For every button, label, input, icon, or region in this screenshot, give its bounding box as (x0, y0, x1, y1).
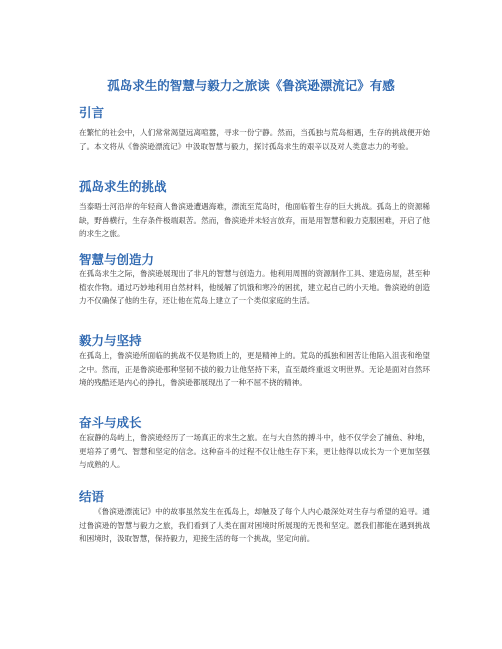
section-heading-perseverance: 毅力与坚持 (79, 333, 142, 348)
section-paragraph-conclusion: 《鲁滨逊漂流记》中的故事虽然发生在孤岛上，却触及了每个人内心最深处对生存与希望的追寻。通过鲁滨逊的智慧与毅力之旅，我们看到了人类在面对困境时所展现的无畏和坚定。愿我们都能在遇到挑战和困境时，汲取智慧，保持毅力，迎接生活的每一个挑战，坚定向前。 (79, 507, 430, 544)
section-heading-challenge: 孤岛求生的挑战 (79, 179, 167, 194)
section-heading-conclusion: 结语 (79, 489, 105, 504)
document-title: 孤岛求生的智慧与毅力之旅读《鲁滨逊漂流记》有感 (107, 78, 395, 93)
section-paragraph-challenge: 当泰晤士河沿岸的年轻商人鲁滨逊遭遇海难，漂流至荒岛时，他面临着生存的巨大挑战。孤岛上的资源稀缺，野兽横行，生存条件极端艰苦。然而，鲁滨逊并未轻言放弃，而是用智慧和毅力克服困难，开启了他的求生之旅。 (79, 202, 430, 239)
section-paragraph-introduction: 在繁忙的社会中，人们常常渴望远离喧嚣，寻求一份宁静。然而，当孤独与荒岛相遇，生存的挑战便开始了。本文将从《鲁滨逊漂流记》中汲取智慧与毅力，探讨孤岛求生的艰辛以及对人类意志力的考验。 (79, 128, 430, 151)
section-heading-wisdom: 智慧与创造力 (79, 252, 155, 267)
section-heading-introduction: 引言 (79, 105, 105, 120)
section-paragraph-growth: 在寂静的岛屿上，鲁滨逊经历了一场真正的求生之旅。在与大自然的搏斗中，他不仅学会了捕鱼、种地，更培养了勇气、智慧和坚定的信念。这种奋斗的过程不仅让他生存下来，更让他得以成长为一个更加坚强与成熟的人。 (79, 433, 430, 470)
section-paragraph-wisdom: 在孤岛求生之际，鲁滨逊展现出了非凡的智慧与创造力。他利用周围的资源制作工具、建造房屋，甚至种植农作物。通过巧妙地利用自然材料，他缓解了饥饿和寒冷的困扰，建立起自己的小天地。鲁滨逊的创造力不仅确保了他的生存，还让他在荒岛上建立了一个类似家庭的生活。 (79, 269, 430, 306)
section-heading-growth: 奋斗与成长 (79, 415, 142, 430)
section-paragraph-perseverance: 在孤岛上，鲁滨逊所面临的挑战不仅是物质上的，更是精神上的。荒岛的孤独和困苦让他陷入沮丧和绝望之中。然而，正是鲁滨逊那种坚韧不拔的毅力让他坚持下来，直至最终重返文明世界。无论是面对自然环境的残酷还是内心的挣扎，鲁滨逊都展现出了一种不屈不挠的精神。 (79, 351, 430, 388)
